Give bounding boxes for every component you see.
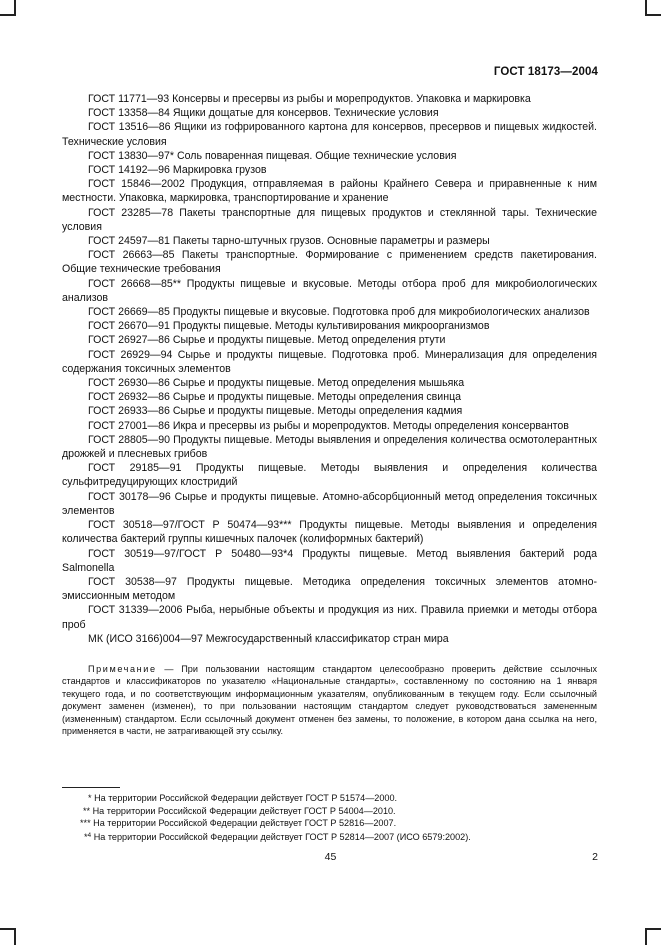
footnote-text: На территории Российской Федерации действует ГОСТ Р 52814—2007 (ИСО 6579:2002).: [91, 832, 471, 843]
reference-entry: ГОСТ 15846—2002 Продукция, отправляемая в районы Крайнего Севера и приравненные к ним местности. Упаковка, маркировка, транспортирование и хранение: [62, 178, 597, 205]
footnote-separator: [62, 787, 120, 788]
footnotes: [62, 792, 597, 844]
note-paragraph: [62, 663, 597, 737]
reference-entry: ГОСТ 26929—94 Сырье и продукты пищевые. Подготовка проб. Минерализация для определения содержания токсичных элементов: [62, 348, 597, 375]
crop-mark-top-left-v: [14, 0, 16, 16]
crop-mark-bottom-left-v: [14, 928, 16, 945]
reference-entry: ГОСТ 23285—78 Пакеты транспортные для пищевых продуктов и стеклянной тары. Технические условия: [62, 206, 597, 233]
page-number-right: 2: [592, 851, 598, 863]
crop-mark-bottom-right-h: [645, 928, 661, 930]
reference-entry: ГОСТ 30538—97 Продукты пищевые. Методика определения токсичных элементов атомно-эмиссионным методом: [62, 575, 597, 603]
footnote-item: [62, 792, 597, 805]
reference-entry: МК (ИСО 3166)004—97 Межгосударственный классификатор стран мира: [88, 632, 449, 645]
reference-entry: ГОСТ 27001—86 Икра и пресервы из рыбы и морепродуктов. Методы определения консервантов: [88, 419, 569, 432]
reference-entry: ГОСТ 29185—91 Продукты пищевые. Методы выявления и определения количества сульфитредуцирующих клостридий: [62, 462, 597, 489]
footnote-text: На территории Российской Федерации действует ГОСТ Р 54004—2010.: [90, 805, 396, 816]
footnote-mark: ***: [80, 818, 91, 829]
reference-entry: ГОСТ 13830—97* Соль поваренная пищевая. Общие технические условия: [88, 149, 457, 162]
reference-entry: ГОСТ 28805—90 Продукты пищевые. Методы выявления и определения количества осмотолерантных дрожжей и плесневых грибов: [62, 433, 597, 461]
footnote-item: [62, 830, 597, 844]
footnote-mark-superscript: 4: [87, 832, 92, 840]
note-label: Примечание: [88, 664, 157, 674]
reference-entry: ГОСТ 30518—97/ГОСТ Р 50474—93*** Продукты пищевые. Методы выявления и определения количества бактерий группы кишечных палочек (колиформных бактерий): [62, 519, 597, 546]
reference-entry: ГОСТ 30178—96 Сырье и продукты пищевые. Атомно-абсорбционный метод определения токсичных элементов: [62, 490, 597, 517]
reference-entry: ГОСТ 26670—91 Продукты пищевые. Методы культивирования микроорганизмов: [88, 320, 490, 333]
footnote-item: [62, 805, 597, 818]
reference-entry: ГОСТ 26932—86 Сырье и продукты пищевые. Методы определения свинца: [88, 391, 462, 404]
reference-entry: ГОСТ 31339—2006 Рыба, нерыбные объекты и продукция из них. Правила приемки и методы отбора проб: [62, 604, 597, 631]
footnote-item: [62, 817, 597, 830]
footnote-mark: *: [88, 793, 92, 803]
reference-entry: ГОСТ 26663—85 Пакеты транспортные. Формирование с применением средств пакетирования. Общие технические требования: [62, 249, 597, 276]
reference-entry: ГОСТ 13358—84 Ящики дощатые для консервов. Технические условия: [88, 107, 439, 120]
reference-entry: ГОСТ 26930—86 Сырье и продукты пищевые. Метод определения мышьяка: [88, 377, 465, 390]
reference-entry: ГОСТ 11771—93 Консервы и пресервы из рыбы и морепродуктов. Упаковка и маркировка: [88, 93, 531, 105]
crop-mark-top-right-h: [645, 14, 661, 16]
footnote-mark: **: [83, 805, 91, 816]
reference-entry: ГОСТ 26668—85** Продукты пищевые и вкусовые. Методы отбора проб для микробиологических анализов: [62, 277, 597, 304]
footnote-text: На территории Российской Федерации действует ГОСТ Р 52816—2007.: [90, 818, 397, 829]
page-header-standard: ГОСТ 18173—2004: [493, 66, 598, 78]
reference-entry: ГОСТ 13516—86 Ящики из гофрированного картона для консервов, пресервов и пищевых жидкостей. Технические условия: [62, 121, 597, 148]
reference-entry: ГОСТ 26669—85 Продукты пищевые и вкусовые. Подготовка проб для микробиологических анализов: [88, 306, 590, 319]
normative-references-list: [62, 92, 597, 646]
reference-entry: ГОСТ 24597—81 Пакеты тарно-штучных грузов. Основные параметры и размеры: [88, 235, 490, 248]
reference-entry: ГОСТ 14192—96 Маркировка грузов: [88, 164, 267, 177]
reference-entry: ГОСТ 26933—86 Сырье и продукты пищевые. Методы определения кадмия: [88, 405, 463, 418]
reference-entry: ГОСТ 30519—97/ГОСТ Р 50480—93*4 Продукты пищевые. Метод выявления бактерий рода Salmonella: [62, 547, 597, 574]
page-number-center: 45: [324, 851, 337, 863]
reference-entry: ГОСТ 26927—86 Сырье и продукты пищевые. Метод определения ртути: [88, 334, 446, 347]
footnote-mark: *: [84, 832, 88, 843]
crop-mark-top-right-v: [645, 0, 647, 16]
note-text: — При пользовании настоящим стандартом целесообразно проверить действие ссылочных стандартов и классификаторов по указателю «Национальные стандарты», составленному по состоянию на 1 января текущего года, и по соответствующим информационным указателям, опубликованным в текущем году. Если ссылочный документ заменен (изменен), то при пользовании настоящим стандартом следует руководствоваться замененным (измененным) стандартом. Если ссылочный документ отменен без замены, то положение, в котором дана ссылка на него, применяется в части, не затрагивающей эту ссылку.: [62, 664, 597, 737]
footnote-text: На территории Российской Федерации действует ГОСТ Р 51574—2000.: [91, 793, 398, 803]
crop-mark-bottom-right-v: [645, 928, 647, 945]
